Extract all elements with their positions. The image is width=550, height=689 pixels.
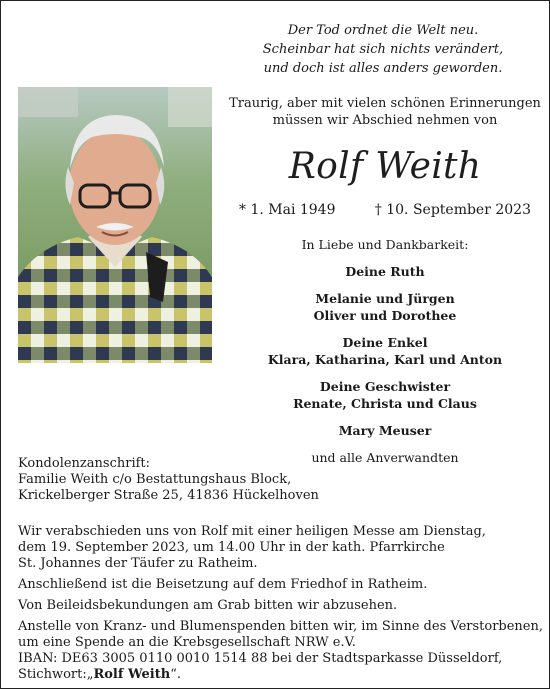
donation-line: Anstelle von Kranz- und Blumenspenden bitten wir, im Sinne des Verstorbenen, [18,619,544,634]
family-siblings: Renate, Christa und Claus [293,396,477,411]
keyword: Rolf Weith [93,667,171,682]
deceased-name: Rolf Weith [288,146,482,187]
condolence-line: Kondolenzanschrift: [18,456,151,471]
no-condolences-line: Von Beileidsbekundungen am Grab bitten wir abzusehen. [18,598,398,613]
poem [233,21,533,78]
keyword-prefix: Stichwort:„ [18,667,94,682]
service-line: St. Johannes der Täufer zu Ratheim. [18,556,258,571]
condolence-line: Krickelberger Straße 25, 41836 Hückelhoven [18,488,319,503]
poem-line: Der Tod ordnet die Welt neu. [287,23,479,38]
service-line: Wir verabschieden uns von Rolf mit einer heiligen Messe am Dienstag, [18,524,486,539]
intro-line: müssen wir Abschied nehmen von [272,113,498,128]
condolence-address [18,456,533,504]
death-date: † 10. September 2023 [374,202,531,218]
family-wife: Deine Ruth [345,264,425,279]
poem-line: und doch ist alles anders geworden. [263,61,503,76]
family-closing: und alle Anverwandten [311,450,459,465]
family-opening: In Liebe und Dankbarkeit: [301,237,469,252]
poem-line: Scheinbar hat sich nichts verändert, [262,42,504,57]
intro-line: Traurig, aber mit vielen schönen Erinnerungen [229,96,541,111]
donation-line: um eine Spende an die Krebsgesellschaft NRW e.V. [18,635,356,650]
family-children: Melanie und Jürgen [315,291,455,306]
donation-line: IBAN: DE63 3005 0110 0010 1514 88 bei der Stadtsparkasse Düsseldorf, [18,651,503,666]
family-grandchildren: Klara, Katharina, Karl und Anton [267,352,503,367]
family-siblings-title: Deine Geschwister [319,379,451,394]
family-grandchildren-title: Deine Enkel [342,335,428,350]
condolence-line: Familie Weith c/o Bestattungshaus Block, [18,472,292,487]
burial-line: Anschließend ist die Beisetzung auf dem Friedhof in Ratheim. [18,577,428,592]
intro-text [219,95,550,129]
life-dates [227,201,543,219]
birth-date: * 1. Mai 1949 [239,202,336,218]
family-other: Mary Meuser [338,423,432,438]
portrait-photo [18,87,212,363]
service-information [18,524,544,683]
service-line: dem 19. September 2023, um 14.00 Uhr in der kath. Pfarrkirche [18,540,445,555]
family-children: Oliver und Dorothee [313,308,457,323]
keyword-suffix: “. [170,667,181,682]
mourners-list [219,236,550,466]
donation-keyword-line [18,667,533,683]
